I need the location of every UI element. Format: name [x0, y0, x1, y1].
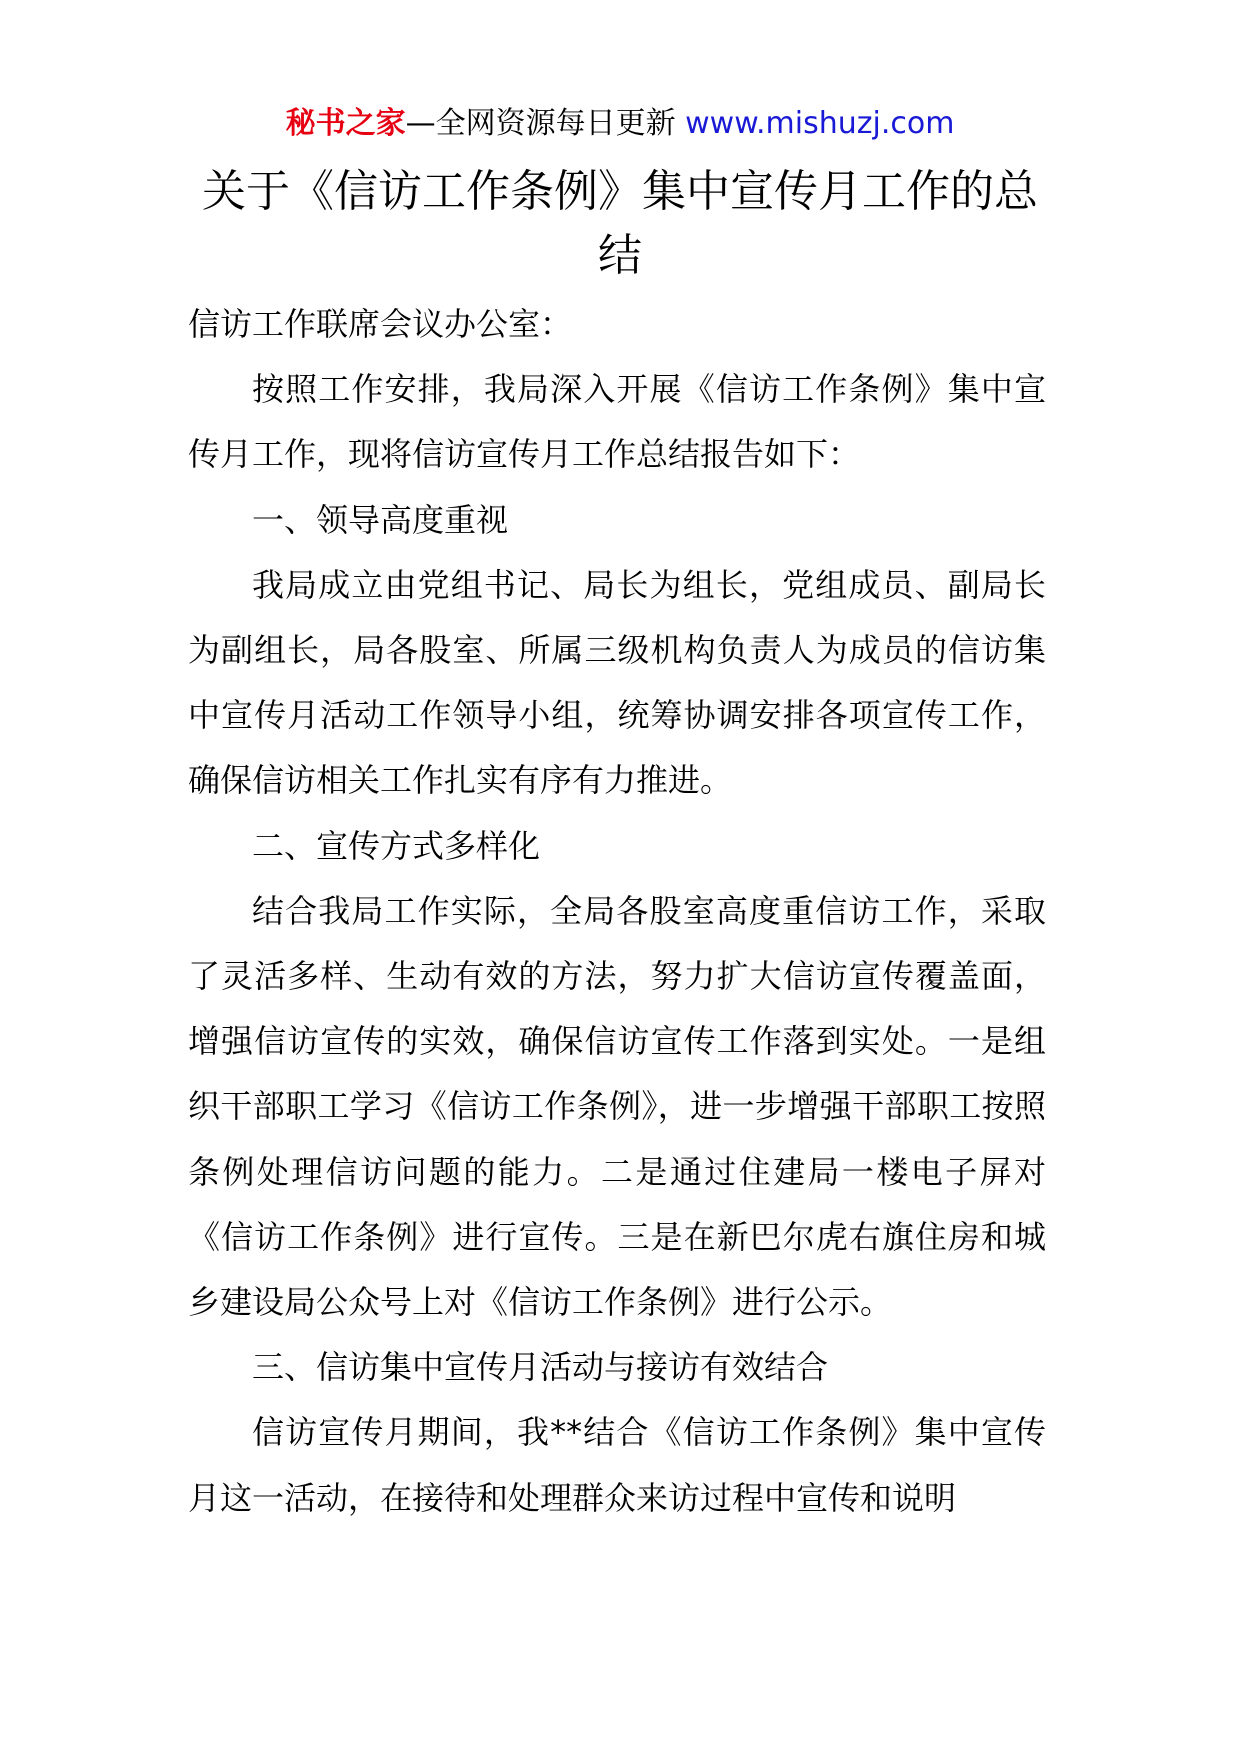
site-tagline: —全网资源每日更新 [405, 106, 686, 141]
site-header [0, 100, 1240, 148]
paragraph-section-1: 我局成立由党组书记、局长为组长，党组成员、副局长为副组长，局各股室、所属三级机构负责人为成员的信访集中宣传月活动工作领导小组，统筹协调安排各项宣传工作，确保信访相关工作扎实有序有力推进。 [188, 565, 1046, 800]
paragraph-intro: 按照工作安排，我局深入开展《信访工作条例》集中宣传月工作，现将信访宣传月工作总结报告如下： [188, 370, 1046, 474]
document-body [188, 292, 1046, 1531]
site-brand: 秘书之家 [285, 106, 406, 141]
site-url-link[interactable]: www.mishuzj.com [685, 106, 955, 141]
paragraph-section-3: 信访宣传月期间，我**结合《信访工作条例》集中宣传月这一活动，在接待和处理群众来访过程中宣传和说明 [188, 1413, 1046, 1517]
section-heading-3: 三、信访集中宣传月活动与接访有效结合 [252, 1348, 829, 1387]
salutation: 信访工作联席会议办公室： [188, 305, 573, 343]
section-heading-1: 一、领导高度重视 [252, 500, 509, 539]
paragraph-section-2: 结合我局工作实际，全局各股室高度重信访工作，采取了灵活多样、生动有效的方法，努力扩大信访宣传覆盖面，增强信访宣传的实效，确保信访宣传工作落到实处。一是组织干部职工学习《信访工作条例》，进一步增强干部职工按照条例处理信访问题的能力。二是通过住建局一楼电子屏对《信访工作条例》进行宣传。三是在新巴尔虎右旗住房和城乡建设局公众号上对《信访工作条例》进行公示。 [188, 891, 1046, 1322]
section-heading-2: 二、宣传方式多样化 [252, 826, 541, 865]
document-title: 关于《信访工作条例》集中宣传月工作的总结 [202, 166, 1038, 281]
